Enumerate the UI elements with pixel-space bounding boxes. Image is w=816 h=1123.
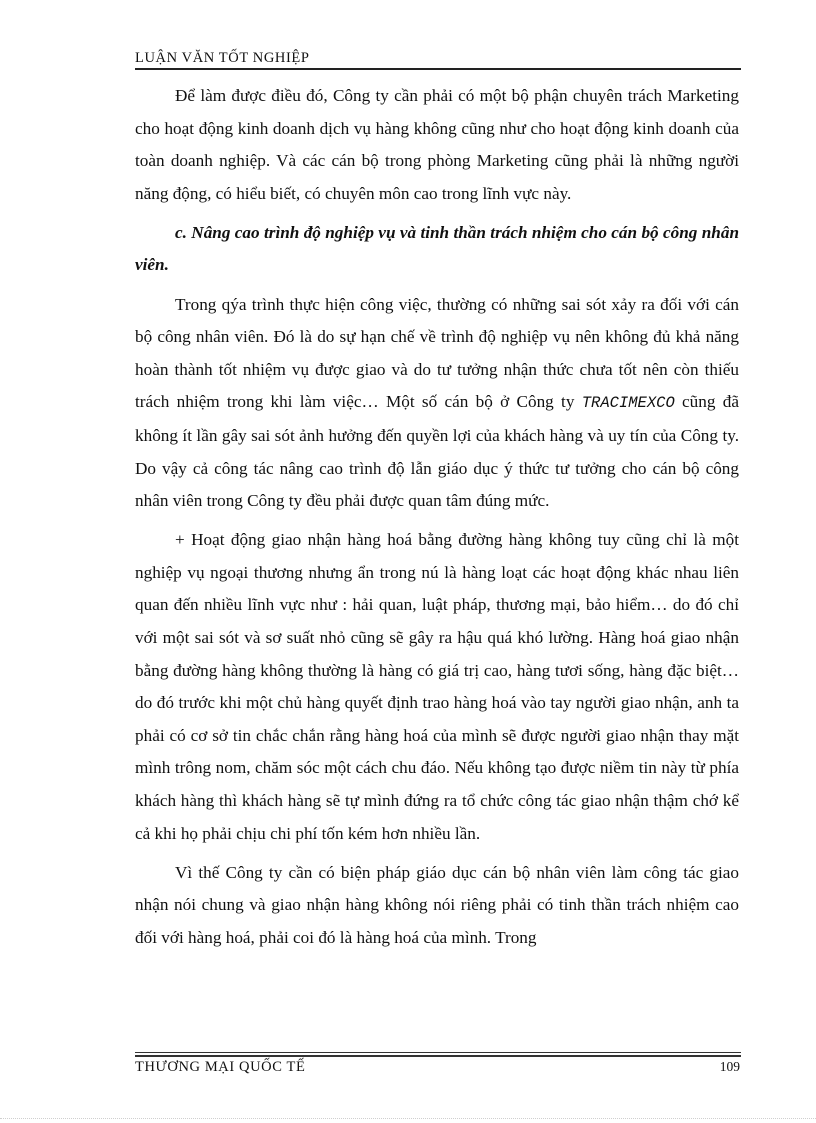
footer-rule (135, 1052, 741, 1053)
page-number: 109 (719, 1059, 740, 1074)
paragraph-text-part: cũng đã không ít lần gây sai sót ảnh hưởng đến quyền lợi của khách hàng và uy tín của Công ty. Do vậy cả công tác nâng cao trình độ lẫn giáo dục ý thức tư tưởng cho cán bộ công nhân viên trong Công ty đều phải được quan tâm đúng mức. (135, 392, 739, 511)
page-edge-divider (0, 1118, 816, 1119)
paragraph-marketing-department: Để làm được điều đó, Công ty cần phải có một bộ phận chuyên trách Marketing cho hoạt động kinh doanh dịch vụ hàng không cũng như cho hoạt động kinh doanh của toàn doanh nghiệp. Và các cán bộ trong phòng Marketing cũng phải là những người năng động, có hiểu biết, có chuyên môn cao trong lĩnh vực này. (135, 86, 739, 203)
company-name: TRACIMEXCO (581, 394, 675, 413)
paragraph-text-part: Trong qýa trình thực hiện công việc, thường có những sai sót xảy ra đối với cán bộ công nhân viên. Đó là do sự hạn chế về trình độ nghiệp vụ nên không đủ khả năng hoàn thành tốt nhiệm vụ được giao và do tư tưởng nhận thức chưa tốt nên còn thiếu trách nhiệm trong khi làm việc… Một số cán bộ ở Công ty (135, 294, 739, 412)
paragraph-air-freight-risks: + Hoạt động giao nhận hàng hoá bằng đường hàng không tuy cũng chỉ là một nghiệp vụ ngoại thương nhưng ẩn trong nú là hàng loạt các hoạt động khác nhau liên quan đến nhiều lĩnh vực như : hải quan, luật pháp, thương mại, bảo hiểm… do đó chỉ với một sai sót và sơ suất nhỏ cũng sẽ gây ra hậu quá khó lường. Hàng hoá giao nhận bằng đường hàng không thường là hàng có giá trị cao, hàng tươi sống, hàng đặc biệt… do đó trước khi một chủ hàng quyết định trao hàng hoá vào tay người giao nhận, anh ta phải có cơ sở tin chắc chắn rằng hàng hoá của mình sẽ được người giao nhận thay mặt mình trông nom, chăm sóc một cách chu đáo. Nếu không tạo được niềm tin này từ phía khách hàng thì khách hàng sẽ tự mình đứng ra tổ chức công tác giao nhận thậm chớ kể cả khi họ phải chịu chi phí tốn kém hơn nhiều lần. (135, 530, 739, 843)
page-body (135, 80, 739, 961)
footer-rule (135, 1055, 741, 1057)
running-header: LUẬN VĂN TỐT NGHIỆP (135, 50, 310, 66)
paragraph-training-measures: Vì thế Công ty cần có biện pháp giáo dục cán bộ nhân viên làm công tác giao nhận nói chung và giao nhận hàng không nói riêng phải có tinh thần trách nhiệm cao đối với hàng hoá, phải coi đó là hàng hoá của mình. Trong (135, 862, 739, 947)
paragraph-staff-errors (135, 289, 739, 518)
header-rule (135, 68, 741, 70)
running-footer: THƯƠNG MẠI QUỐC TẾ (135, 1059, 306, 1075)
section-heading-c: c. Nâng cao trình độ nghiệp vụ và tinh thần trách nhiệm cho cán bộ công nhân viên. (135, 222, 739, 275)
